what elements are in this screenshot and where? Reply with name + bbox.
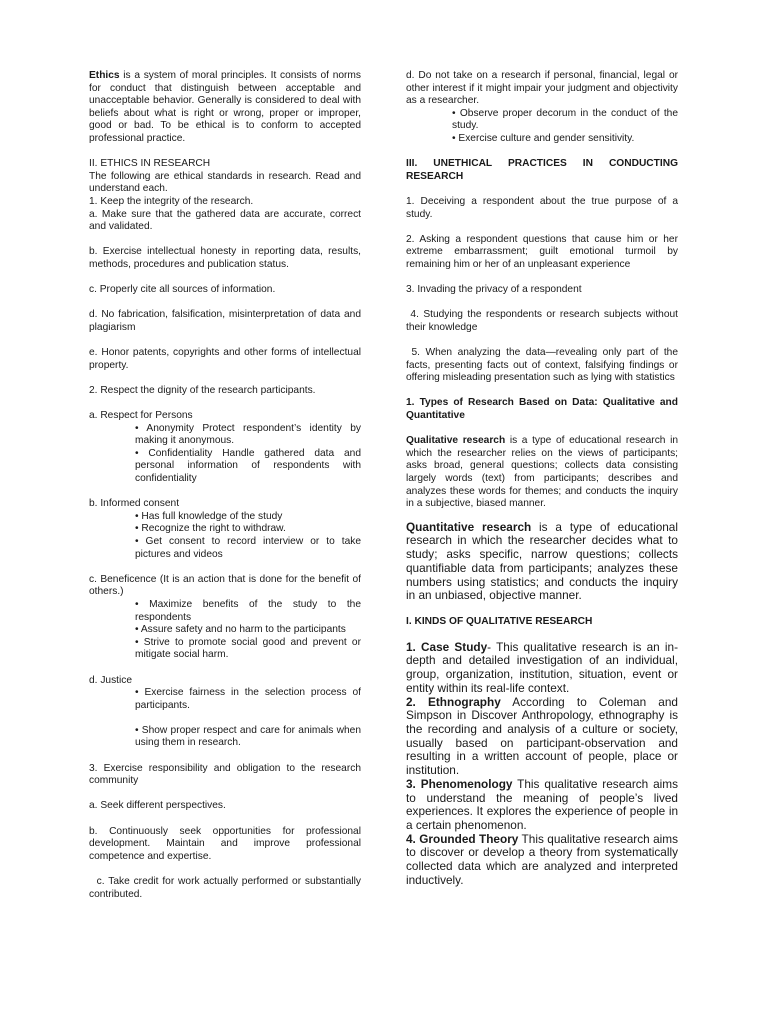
kind-case-study xyxy=(406,641,678,696)
case-study-text: - This qualitative research is an in-depth and detailed investigation of an individual, group, organization, institution, situation, event or entity within its real-life context. xyxy=(406,639,678,695)
kind-ethnography xyxy=(406,696,678,778)
standard-3d: d. Do not take on a research if personal, financial, legal or other interest if it might impair your judgment and objectivity as a researcher. xyxy=(406,70,678,107)
ethics-term: Ethics xyxy=(89,70,120,81)
phenomenology-text: This qualitative research aims to understand the meaning of people’s lived experiences. It explores the experience of people in a certain phenomenon. xyxy=(406,776,678,832)
bullet-anonymity: • Anonymity Protect respondent’s identity by making it anonymous. xyxy=(135,422,361,447)
phenomenology-term: 3. Phenomenology xyxy=(406,776,513,791)
qualitative-term: Qualitative research xyxy=(406,435,506,447)
section-heading-ethics-in-research: II. ETHICS IN RESEARCH xyxy=(89,158,211,170)
ethnography-text: According to Coleman and Simpson in Discover Anthropology, ethnography is the recording and analysis of a culture or society, usually based on participant-observation and resulting in a written account of people, place or institution. xyxy=(406,694,678,778)
ethnography-term: 2. Ethnography xyxy=(406,694,501,709)
standard-1: 1. Keep the integrity of the research. xyxy=(89,195,254,207)
bullet-full-knowledge: • Has full knowledge of the study xyxy=(135,510,283,522)
qualitative-text: is a type of educational research in which the researcher relies on the views of participants; asks broad, general questions; collects data consisting largely words (text) from participants; describes and analyzes these words for themes; and conducts the inquiry in a subjective, biased manner. xyxy=(406,435,679,510)
kind-phenomenology xyxy=(406,778,678,833)
unethical-5: 5. When analyzing the data—revealing only part of the facts, presenting facts out of context, falsifying findings or offering misleading presentation such as lying with statistics xyxy=(406,347,681,384)
quantitative-term: Quantitative research xyxy=(406,519,532,534)
kinds-of-qualitative-heading: I. KINDS OF QUALITATIVE RESEARCH xyxy=(406,615,593,627)
unethical-4: 4. Studying the respondents or research subjects without their knowledge xyxy=(406,309,681,333)
standard-3b: b. Continuously seek opportunities for professional development. Maintain and improve professional competence and expertise. xyxy=(89,825,361,862)
standard-2d: d. Justice xyxy=(89,674,133,686)
unethical-2: 2. Asking a respondent questions that cause him or her extreme embarrassment; guilt emotional turmoil by remaining him or her of an unpleasant experience xyxy=(406,233,678,270)
right-column xyxy=(406,70,681,887)
unethical-1: 1. Deceiving a respondent about the true purpose of a study. xyxy=(406,195,678,220)
standard-3c: c. Take credit for work actually performed or substantially contributed. xyxy=(89,876,364,900)
quantitative-text: is a type of educational research in which the researcher decides what to study; asks specific, narrow questions; collects quantifiable data from participants; analyzes these numbers using statistics; and conducts the inquiry in an unbiased, objective manner. xyxy=(406,519,678,603)
bullet-animals: • Show proper respect and care for animals when using them in research. xyxy=(135,724,361,749)
standard-1c: c. Properly cite all sources of information. xyxy=(89,284,276,296)
standard-2a: a. Respect for Persons xyxy=(89,410,193,422)
qualitative-definition xyxy=(406,435,678,511)
bullet-get-consent: • Get consent to record interview or to take pictures and videos xyxy=(135,535,361,560)
left-column xyxy=(89,70,364,901)
bullet-social-good: • Strive to promote social good and prevent or mitigate social harm. xyxy=(135,636,361,661)
case-study-term: 1. Case Study xyxy=(406,639,488,654)
standard-3: 3. Exercise responsibility and obligation to the research community xyxy=(89,762,361,787)
bullet-decorum: • Observe proper decorum in the conduct of the study. xyxy=(452,107,678,132)
grounded-theory-term: 4. Grounded Theory xyxy=(406,831,519,846)
ethics-definition xyxy=(89,70,361,146)
standard-3a: a. Seek different perspectives. xyxy=(89,800,226,812)
grounded-theory-text: This qualitative research aims to discover or develop a theory from systematically collected data which are analyzed and interpreted inductively. xyxy=(406,831,678,887)
bullet-fairness: • Exercise fairness in the selection process of participants. xyxy=(135,687,361,711)
standard-2c: c. Beneficence (It is an action that is done for the benefit of others.) xyxy=(89,573,361,598)
bullet-assure-safety: • Assure safety and no harm to the participants xyxy=(135,624,346,636)
standard-1a: a. Make sure that the gathered data are accurate, correct and validated. xyxy=(89,208,361,233)
standard-2: 2. Respect the dignity of the research participants. xyxy=(89,384,316,396)
quantitative-definition xyxy=(406,521,678,603)
bullet-culture-gender: • Exercise culture and gender sensitivity. xyxy=(452,132,635,144)
bullet-right-to-withdraw: • Recognize the right to withdraw. xyxy=(135,523,286,535)
standard-1e: e. Honor patents, copyrights and other forms of intellectual property. xyxy=(89,347,361,371)
bullet-confidentiality: • Confidentiality Handle gathered data and personal information of respondents with confidentiality xyxy=(135,447,361,484)
kind-grounded-theory xyxy=(406,833,678,888)
types-of-research-heading: 1. Types of Research Based on Data: Qualitative and Quantitative xyxy=(406,397,678,422)
standard-2b: b. Informed consent xyxy=(89,498,180,510)
ethics-definition-text: is a system of moral principles. It consists of norms for conduct that distinguish between acceptable and unacceptable behavior. Generally is considered to deal with beliefs about what is right or wrong, proper or improper, good or bad. To be ethical is to conform to accepted professional practice. xyxy=(89,70,361,144)
section-heading-unethical-practices: III. UNETHICAL PRACTICES IN CONDUCTING RESEARCH xyxy=(406,158,678,182)
unethical-3: 3. Invading the privacy of a respondent xyxy=(406,284,582,296)
standard-1b: b. Exercise intellectual honesty in reporting data, results, methods, procedures and publication status. xyxy=(89,246,361,270)
standard-1d: d. No fabrication, falsification, misinterpretation of data and plagiarism xyxy=(89,309,361,333)
section-intro: The following are ethical standards in research. Read and understand each. xyxy=(89,170,361,195)
bullet-maximize-benefits: • Maximize benefits of the study to the respondents xyxy=(135,598,361,623)
